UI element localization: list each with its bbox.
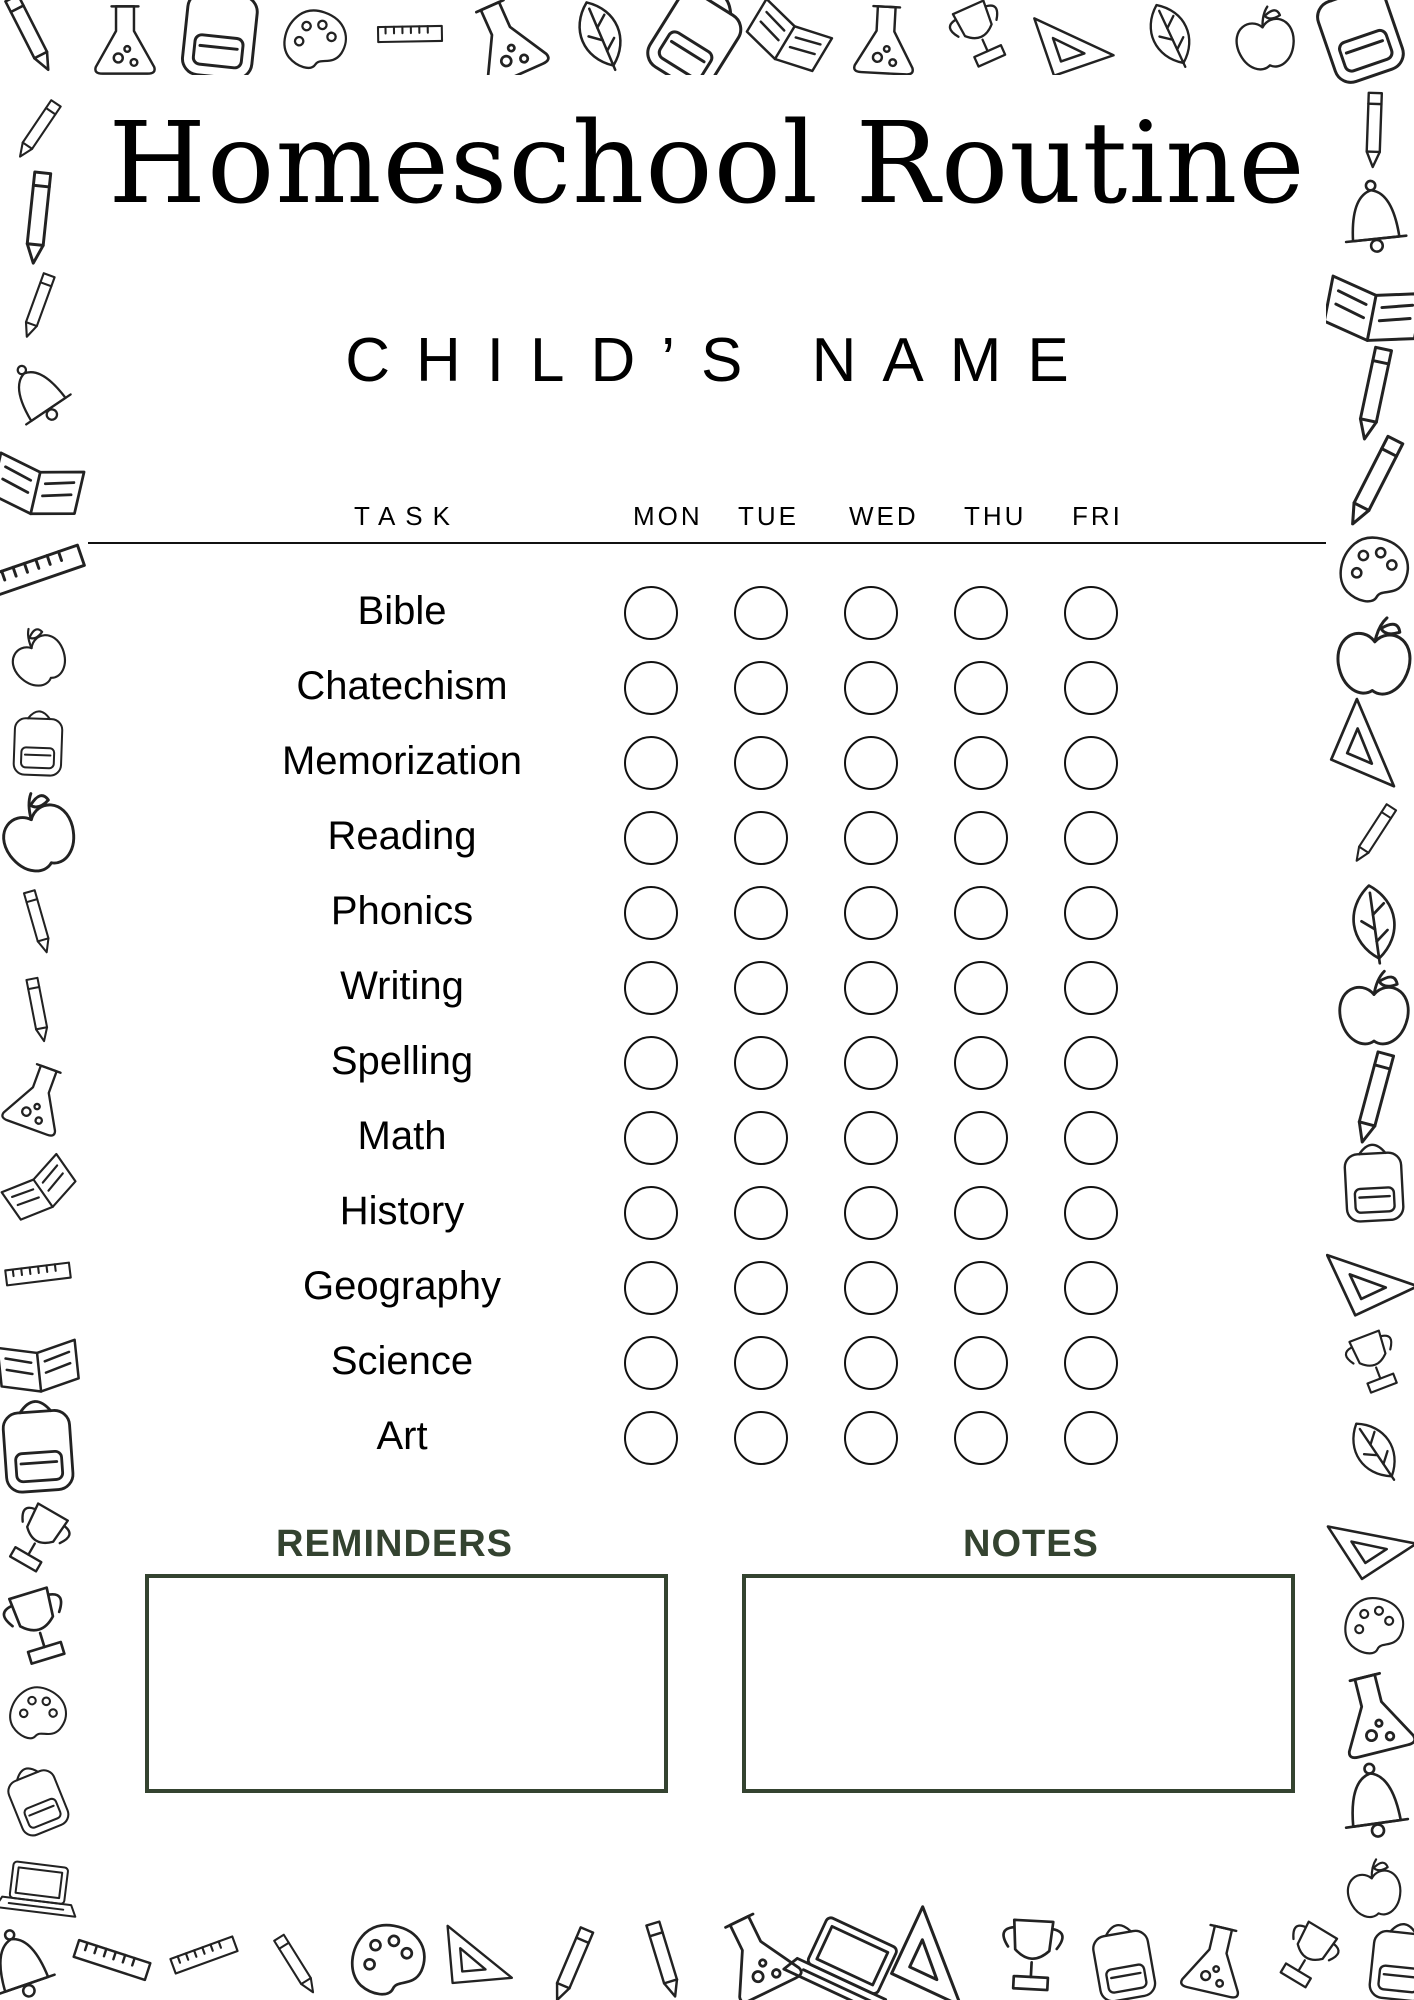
task-label: History [339,1189,465,1233]
checkbox-tue[interactable] [734,961,788,1015]
day-header-thu: THU [964,501,1027,531]
checkbox-mon[interactable] [624,961,678,1015]
checkbox-wed[interactable] [844,1111,898,1165]
checkbox-fri[interactable] [1064,736,1118,790]
checkbox-thu[interactable] [954,1186,1008,1240]
checkbox-fri[interactable] [1064,811,1118,865]
checkbox-wed[interactable] [844,1261,898,1315]
checkbox-mon[interactable] [624,1036,678,1090]
day-header-tue: TUE [738,501,799,531]
task-label: Chatechism [296,664,508,708]
day-header-fri: FRI [1072,501,1123,531]
page-title: Homeschool Routine [108,99,1306,229]
checkbox-mon[interactable] [624,1111,678,1165]
checkbox-mon[interactable] [624,661,678,715]
checkbox-fri[interactable] [1064,1411,1118,1465]
checkbox-fri[interactable] [1064,661,1118,715]
checkbox-fri[interactable] [1064,586,1118,640]
day-header-wed: WED [849,501,919,531]
checkbox-tue[interactable] [734,661,788,715]
checkbox-tue[interactable] [734,586,788,640]
task-label: Phonics [330,889,474,933]
checkbox-mon[interactable] [624,886,678,940]
day-header-mon: MON [633,501,703,531]
checkbox-thu[interactable] [954,961,1008,1015]
checkbox-fri[interactable] [1064,961,1118,1015]
checkbox-fri[interactable] [1064,1111,1118,1165]
checkbox-mon[interactable] [624,1261,678,1315]
checkbox-fri[interactable] [1064,1336,1118,1390]
checkbox-wed[interactable] [844,1336,898,1390]
child-name-heading: CHILD’S NAME [345,326,1095,395]
checkbox-thu[interactable] [954,811,1008,865]
task-label: Geography [303,1264,501,1308]
checkbox-fri[interactable] [1064,1261,1118,1315]
checkbox-tue[interactable] [734,1336,788,1390]
checkbox-mon[interactable] [624,1186,678,1240]
reminders-title: REMINDERS [276,1523,514,1565]
checkbox-wed[interactable] [844,586,898,640]
checkbox-thu[interactable] [954,1261,1008,1315]
checkbox-mon[interactable] [624,811,678,865]
task-label: Bible [357,589,447,633]
checkbox-tue[interactable] [734,736,788,790]
checkbox-wed[interactable] [844,661,898,715]
task-column-header: TASK [354,501,460,531]
checkbox-tue[interactable] [734,886,788,940]
checkbox-thu[interactable] [954,1411,1008,1465]
checkbox-wed[interactable] [844,1036,898,1090]
checkbox-tue[interactable] [734,1036,788,1090]
task-label: Art [376,1414,428,1458]
notes-title: NOTES [963,1523,1099,1565]
checkbox-mon[interactable] [624,1336,678,1390]
task-label: Writing [340,964,464,1008]
checkbox-mon[interactable] [624,736,678,790]
checkbox-mon[interactable] [624,586,678,640]
checkbox-mon[interactable] [624,1411,678,1465]
checkbox-wed[interactable] [844,1186,898,1240]
checkbox-thu[interactable] [954,886,1008,940]
task-label: Reading [327,814,477,858]
task-label: Science [330,1339,474,1383]
task-label: Math [357,1114,447,1158]
checkbox-tue[interactable] [734,811,788,865]
checkbox-thu[interactable] [954,736,1008,790]
checkbox-tue[interactable] [734,1186,788,1240]
notes-box[interactable] [742,1574,1295,1793]
checkbox-thu[interactable] [954,1111,1008,1165]
checkbox-wed[interactable] [844,1411,898,1465]
task-label: Memorization [281,739,523,783]
checkbox-tue[interactable] [734,1111,788,1165]
checkbox-thu[interactable] [954,1036,1008,1090]
checkbox-wed[interactable] [844,961,898,1015]
checkbox-thu[interactable] [954,1336,1008,1390]
checkbox-thu[interactable] [954,586,1008,640]
task-label: Spelling [330,1039,474,1083]
checkbox-wed[interactable] [844,886,898,940]
checkbox-fri[interactable] [1064,886,1118,940]
reminders-box[interactable] [145,1574,668,1793]
checkbox-fri[interactable] [1064,1186,1118,1240]
checkbox-tue[interactable] [734,1261,788,1315]
checkbox-fri[interactable] [1064,1036,1118,1090]
checkbox-wed[interactable] [844,811,898,865]
checkbox-wed[interactable] [844,736,898,790]
header-divider [88,542,1326,544]
checkbox-thu[interactable] [954,661,1008,715]
checkbox-tue[interactable] [734,1411,788,1465]
